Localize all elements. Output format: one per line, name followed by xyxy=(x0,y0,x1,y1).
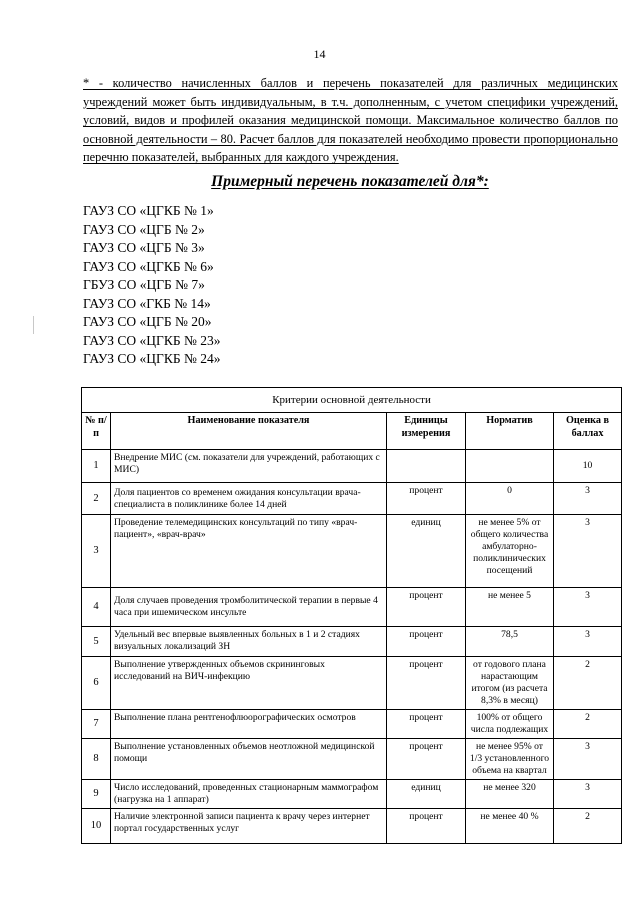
row-num: 2 xyxy=(82,483,111,515)
row-name: Выполнение плана рентгенофлюорографических осмотров xyxy=(111,710,387,739)
row-score: 3 xyxy=(554,627,622,657)
row-name: Доля случаев проведения тромболитической терапии в первые 4 часа при ишемическом инсульте xyxy=(111,588,387,627)
institution-item: ГАУЗ СО «ЦГКБ № 6» xyxy=(83,258,214,274)
row-unit: процент xyxy=(387,627,466,657)
row-score: 3 xyxy=(554,483,622,515)
institution-item: ГАУЗ СО «ЦГБ № 3» xyxy=(83,240,205,255)
row-num: 9 xyxy=(82,780,111,809)
row-name: Удельный вес впервые выявленных больных в 1 и 2 стадиях визуальных локализаций ЗН xyxy=(111,627,387,657)
footnote: * - количество начисленных баллов и перечень показателей для различных медицинских учреждений может быть индивидуальным, в т.ч. дополненным, с учетом специфики учреждений, условий, видов и профилей оказания медицинской помощи. Максимальное количество баллов по основной деятельности – 80. Расчет баллов для показателей необходимо провести пропорционально перечню показателей, выбранных для каждого учреждения. xyxy=(83,76,618,165)
row-norm: не менее 320 xyxy=(466,780,554,809)
row-name: Доля пациентов со временем ожидания консультации врача-специалиста в поликлинике более 14 дней xyxy=(111,483,387,515)
institution-item: ГАУЗ СО «ЦГБ № 20» xyxy=(83,314,212,329)
row-name: Выполнение утвержденных объемов скрининговых исследований на ВИЧ-инфекцию xyxy=(111,657,387,710)
row-norm xyxy=(466,450,554,483)
row-score: 2 xyxy=(554,809,622,844)
row-name: Выполнение установленных объемов неотложной медицинской помощи xyxy=(111,739,387,780)
table-row xyxy=(82,627,622,657)
institution-item: ГАУЗ СО «ГКБ № 14» xyxy=(83,295,211,311)
page-number: 14 xyxy=(313,47,326,61)
row-name: Число исследований, проведенных стационарным маммографом (нагрузка на 1 аппарат) xyxy=(111,780,387,809)
table-row xyxy=(82,657,622,710)
table-row xyxy=(82,450,622,483)
row-unit: процент xyxy=(387,710,466,739)
row-norm: 0 xyxy=(466,483,554,515)
institution-item: ГАУЗ СО «ЦГКБ № 24» xyxy=(83,351,221,366)
header-score: Оценка в баллах xyxy=(554,413,622,450)
row-num: 4 xyxy=(82,588,111,627)
row-score: 3 xyxy=(554,588,622,627)
table-row xyxy=(82,483,622,515)
row-norm: 78,5 xyxy=(466,627,554,657)
row-score: 3 xyxy=(554,780,622,809)
row-name: Проведение телемедицинских консультаций по типу «врач-пациент», «врач-врач» xyxy=(111,515,387,588)
row-num: 1 xyxy=(82,450,111,483)
table-row xyxy=(82,515,622,588)
margin-mark xyxy=(33,316,35,334)
table-row xyxy=(82,739,622,780)
table-row xyxy=(82,780,622,809)
row-unit: процент xyxy=(387,809,466,844)
row-num: 8 xyxy=(82,739,111,780)
row-num: 5 xyxy=(82,627,111,657)
header-num: № п/п xyxy=(82,413,111,450)
header-name: Наименование показателя xyxy=(111,413,387,450)
table-row xyxy=(82,809,622,844)
row-name: Внедрение МИС (см. показатели для учреждений, работающих с МИС) xyxy=(111,450,387,483)
table-row xyxy=(82,588,622,627)
row-norm: не менее 40 % xyxy=(466,809,554,844)
row-num: 6 xyxy=(82,657,111,710)
row-unit: процент xyxy=(387,588,466,627)
criteria-table xyxy=(81,387,622,844)
row-score: 3 xyxy=(554,739,622,780)
institution-list xyxy=(83,202,221,369)
row-num: 7 xyxy=(82,710,111,739)
row-unit: единиц xyxy=(387,780,466,809)
row-norm: не менее 95% от 1/3 установленного объема на квартал xyxy=(466,739,554,780)
table-row xyxy=(82,710,622,739)
header-unit: Единицы измерения xyxy=(387,413,466,450)
institution-item: ГАУЗ СО «ЦГКБ № 1» xyxy=(83,203,214,218)
institution-item: ГАУЗ СО «ЦГКБ № 23» xyxy=(83,332,221,348)
row-norm: 100% от общего числа подлежащих xyxy=(466,710,554,739)
institution-item: ГБУЗ СО «ЦГБ № 7» xyxy=(83,277,205,292)
row-score: 2 xyxy=(554,710,622,739)
row-name: Наличие электронной записи пациента к врачу через интернет портал государственных услуг xyxy=(111,809,387,844)
list-subtitle: Примерный перечень показателей для*: xyxy=(211,173,489,190)
row-norm: не менее 5% от общего количества амбулаторно-поликлинических посещений xyxy=(466,515,554,588)
row-num: 10 xyxy=(82,809,111,844)
header-norm: Норматив xyxy=(466,413,554,450)
row-unit: процент xyxy=(387,657,466,710)
row-unit: процент xyxy=(387,739,466,780)
row-unit xyxy=(387,450,466,483)
row-score: 2 xyxy=(554,657,622,710)
row-score: 3 xyxy=(554,515,622,588)
institution-item: ГАУЗ СО «ЦГБ № 2» xyxy=(83,221,205,237)
row-num: 3 xyxy=(82,515,111,588)
row-score: 10 xyxy=(554,450,622,483)
row-norm: от годового плана нарастающим итогом (из расчета 8,3% в месяц) xyxy=(466,657,554,710)
row-unit: процент xyxy=(387,483,466,515)
table-title: Критерии основной деятельности xyxy=(82,388,622,413)
row-unit: единиц xyxy=(387,515,466,588)
row-norm: не менее 5 xyxy=(466,588,554,627)
